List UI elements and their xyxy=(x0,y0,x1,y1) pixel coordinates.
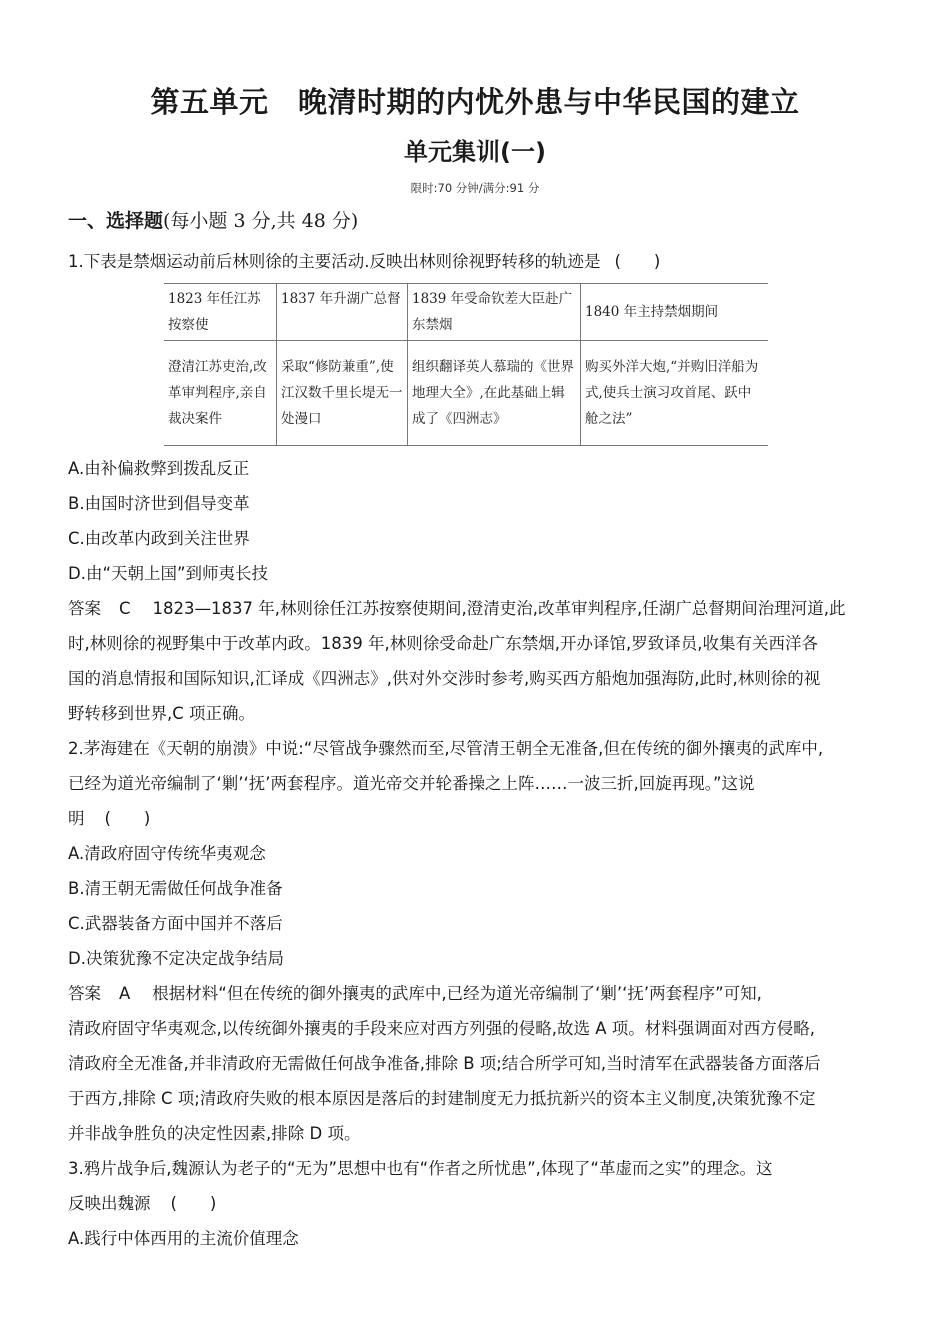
answer-line: 于西方,排除 C 项;清政府失败的根本原因是落后的封建制度无力抵抗新兴的资本主义制度,决策犹豫不定 xyxy=(68,1089,816,1108)
section-note: (每小题 3 分,共 48 分) xyxy=(163,210,359,232)
material-table xyxy=(164,283,768,446)
question-2-line: 已经为道光帝编制了‘剿’‘抚’两套程序。道光帝交并轮番操之上阵……一波三折,回旋再现。”这说 xyxy=(68,774,755,793)
option-a: A.践行中体西用的主流价值理念 xyxy=(68,1229,299,1248)
question-1-text: 1.下表是禁烟运动前后林则徐的主要活动.反映出林则徐视野转移的轨迹是 xyxy=(68,252,601,271)
option-d: D.由“天朝上国”到师夷长技 xyxy=(68,564,269,583)
answer-line: 1823—1837 年,林则徐任江苏按察使期间,澄清吏治,改革审判程序,任湖广总督期间治理河道,此 xyxy=(152,599,846,618)
table-header-cell: 1837 年升湖广总督 xyxy=(277,284,408,341)
answer-label: 答案 xyxy=(68,984,101,1003)
answer-line: 清政府固守华夷观念,以传统御外攘夷的手段来应对西方列强的侵略,故选 A 项。材料强调面对西方侵略, xyxy=(68,1019,816,1038)
question-2-line: 2.茅海建在《天朝的崩溃》中说:“尽管战争骤然而至,尽管清王朝全无准备,但在传统的御外攘夷的武库中, xyxy=(68,739,824,758)
table-header-cell: 1839 年受命钦差大臣赴广东禁烟 xyxy=(408,284,581,341)
question-2-line: 明 xyxy=(68,809,85,828)
answer-line: 国的消息情报和国际知识,汇译成《四洲志》,供对外交涉时参考,购买西方船炮加强海防,此时,林则徐的视 xyxy=(68,669,821,688)
table-cell: 组织翻译英人慕瑞的《世界地理大全》,在此基础上辑成了《四洲志》 xyxy=(408,341,581,446)
unit-title: 第五单元 晚清时期的内忧外患与中华民国的建立 xyxy=(150,85,800,119)
question-3-line: 反映出魏源 xyxy=(68,1194,151,1213)
option-b: B.由国时济世到倡导变革 xyxy=(68,494,250,513)
answer-line: 根据材料“但在传统的御外攘夷的武库中,已经为道光帝编制了‘剿’‘抚’两套程序”可知, xyxy=(152,984,762,1003)
answer-line: 清政府全无准备,并非清政府无需做任何战争准备,排除 B 项;结合所学可知,当时清军在武器装备方面落后 xyxy=(68,1054,821,1073)
option-d: D.决策犹豫不定决定战争结局 xyxy=(68,949,284,968)
answer-key: A xyxy=(119,984,131,1003)
table-cell: 购买外洋大炮,“并购旧洋船为式,使兵士演习攻首尾、跃中舱之法” xyxy=(581,341,769,446)
question-1-options xyxy=(68,451,868,591)
section-label: 一、选择题 xyxy=(68,210,164,232)
option-c: C.武器装备方面中国并不落后 xyxy=(68,914,283,933)
question-1-answer xyxy=(68,591,868,731)
table-header-cell: 1823 年任江苏按察使 xyxy=(164,284,277,341)
table-row xyxy=(164,341,768,446)
answer-line: 时,林则徐的视野集中于改革内政。1839 年,林则徐受命赴广东禁烟,开办译馆,罗致译员,收集有关西洋各 xyxy=(68,634,818,653)
time-score-info: 限时:70 分钟/满分:91 分 xyxy=(410,181,540,195)
option-b: B.清王朝无需做任何战争准备 xyxy=(68,879,283,898)
option-a: A.由补偏救弊到拨乱反正 xyxy=(68,459,250,478)
question-2-paren: ( ) xyxy=(104,809,151,828)
section-heading xyxy=(68,206,358,233)
table-cell: 澄清江苏吏治,改革审判程序,亲自裁决案件 xyxy=(164,341,277,446)
question-2-answer xyxy=(68,976,868,1151)
question-3-line: 3.鸦片战争后,魏源认为老子的“无为”思想中也有“作者之所忧患”,体现了“革虚而之实”的理念。这 xyxy=(68,1159,773,1178)
question-2-stem xyxy=(68,731,868,836)
table-cell: 采取“修防兼重”,使江汉数千里长堤无一处漫口 xyxy=(277,341,408,446)
answer-line: 并非战争胜负的决定性因素,排除 D 项。 xyxy=(68,1124,361,1143)
question-2-options xyxy=(68,836,868,976)
unit-subtitle: 单元集训(一) xyxy=(404,138,546,166)
question-3-paren: ( ) xyxy=(170,1194,217,1213)
answer-key: C xyxy=(119,599,131,618)
option-c: C.由改革内政到关注世界 xyxy=(68,529,250,548)
answer-line: 野转移到世界,C 项正确。 xyxy=(68,704,256,723)
question-3-options xyxy=(68,1221,868,1256)
question-3-stem xyxy=(68,1151,868,1221)
question-1-paren: ( ) xyxy=(614,252,661,271)
answer-label: 答案 xyxy=(68,599,101,618)
question-1-stem xyxy=(68,244,868,279)
option-a: A.清政府固守传统华夷观念 xyxy=(68,844,266,863)
table-header-cell: 1840 年主持禁烟期间 xyxy=(581,284,769,341)
table-row xyxy=(164,284,768,341)
